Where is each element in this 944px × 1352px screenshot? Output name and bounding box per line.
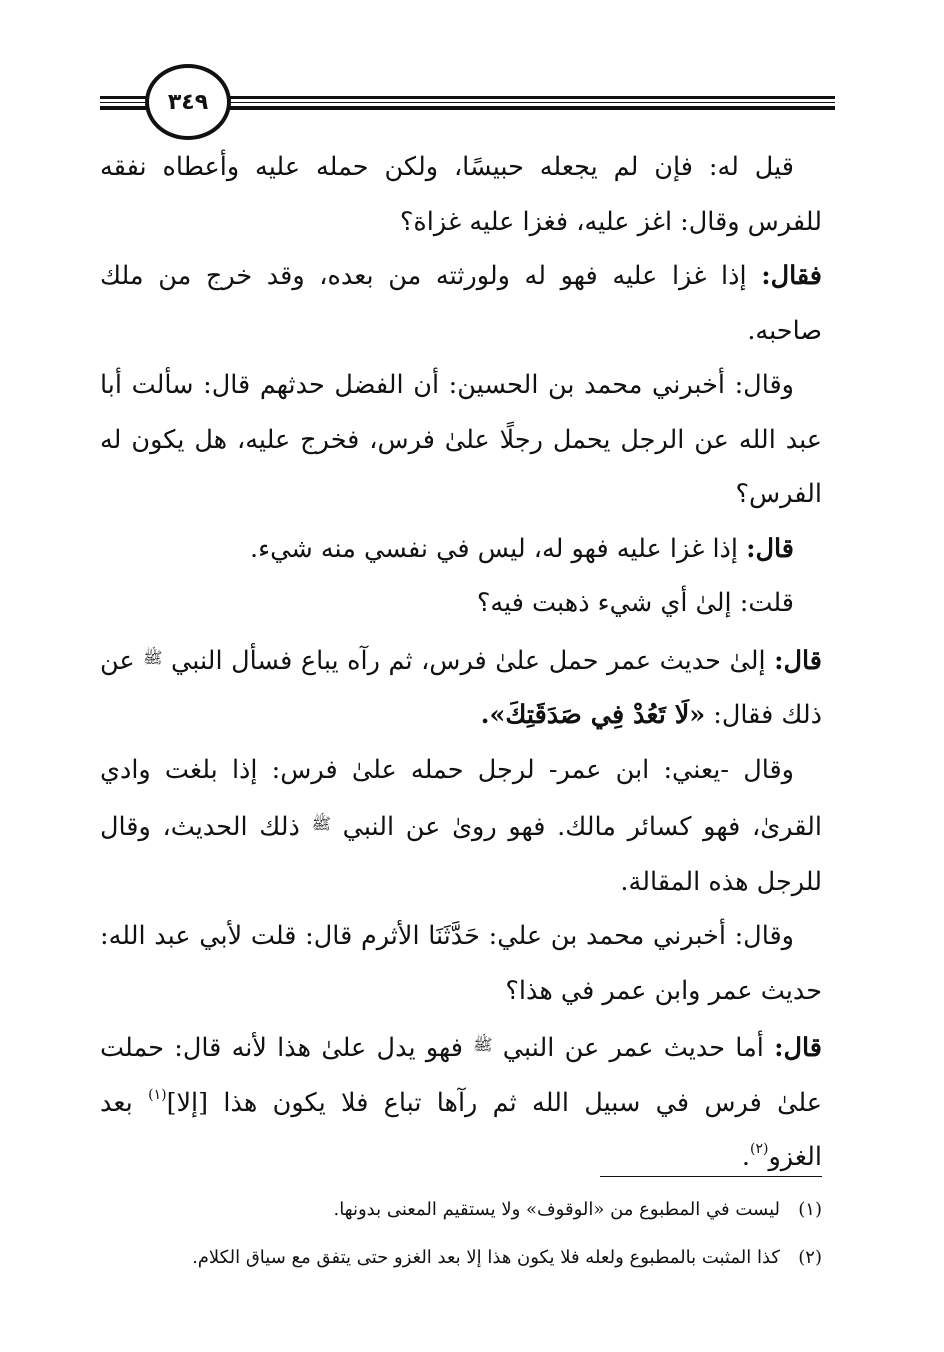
hadith-quote: «لَا تَعُدْ فِي صَدَقَتِكَ». bbox=[480, 700, 706, 730]
speaker-label: قال: bbox=[746, 533, 794, 564]
paragraph-7 bbox=[100, 743, 822, 910]
page-header bbox=[100, 58, 835, 150]
footnote-number: (١) bbox=[798, 1199, 822, 1220]
footnote-1 bbox=[100, 1186, 822, 1234]
paragraph-5: قلت: إلىٰ أي شيء ذهبت فيه؟ bbox=[476, 588, 794, 618]
footnote-text: ليست في المطبوع من «الوقوف» ولا يستقيم المعنى بدونها. bbox=[333, 1199, 780, 1220]
footnotes bbox=[100, 1186, 822, 1282]
paragraph-9-text-c: بعد الغزو bbox=[100, 1087, 822, 1172]
speaker-label: قال: bbox=[774, 1033, 822, 1063]
paragraph-6-text-b: عن ذلك فقال: bbox=[100, 645, 822, 730]
honorific-glyph: ﷺ bbox=[143, 647, 163, 667]
footnote-ref-1[interactable]: (١) bbox=[148, 1086, 167, 1103]
footnote-separator bbox=[600, 1176, 822, 1177]
honorific-glyph: ﷺ bbox=[473, 1035, 493, 1054]
honorific-glyph: ﷺ bbox=[311, 814, 331, 833]
paragraph-3: وقال: أخبرني محمد بن الحسين: أن الفضل حدثهم قال: سألت أبا عبد الله عن الرجل يحمل رجلًا علىٰ فرس، فخرج عليه، هل يكون له الفرس؟ bbox=[100, 370, 822, 509]
paragraph-4-text: إذا غزا عليه فهو له، ليس في نفسي منه شيء. bbox=[250, 533, 747, 564]
speaker-label: فقال: bbox=[761, 261, 822, 291]
paragraph-8: وقال: أخبرني محمد بن علي: حَدَّثَنَا الأثرم قال: قلت لأبي عبد الله: حديث عمر وابن عمر في هذا؟ bbox=[100, 921, 822, 1006]
footnote-number: (٢) bbox=[798, 1247, 822, 1268]
paragraph-7-text-b: ذلك الحديث، وقال للرجل هذه المقالة. bbox=[100, 812, 822, 897]
footnote-ref-2[interactable]: (٢) bbox=[749, 1141, 769, 1157]
paragraph-7-text-a: وقال -يعني: ابن عمر- لرجل حمله علىٰ فرس: إذا بلغت وادي القرىٰ، فهو كسائر مالك. فهو روىٰ عن النبي bbox=[100, 754, 822, 842]
paragraph-2 bbox=[100, 249, 822, 358]
page-number: ٣٤٩ bbox=[145, 64, 231, 140]
paragraph-2-text: إذا غزا عليه فهو له ولورثته من بعده، وقد خرج من ملك صاحبه. bbox=[100, 261, 822, 346]
main-text bbox=[100, 140, 822, 1185]
footnote-text: كذا المثبت بالمطبوع ولعله فلا يكون هذا إلا بعد الغزو حتى يتفق مع سياق الكلام. bbox=[192, 1247, 780, 1268]
paragraph-6-text-a: إلىٰ حديث عمر حمل علىٰ فرس، ثم رآه يباع فسأل النبي bbox=[162, 645, 775, 676]
speaker-label: قال: bbox=[774, 645, 822, 676]
paragraph-9-text-b: فهو يدل علىٰ هذا لأنه قال: حملت علىٰ فرس في سبيل الله ثم رآها تباع فلا يكون هذا [إلا] bbox=[100, 1033, 823, 1118]
paragraph-6 bbox=[100, 631, 822, 743]
footnote-2 bbox=[100, 1234, 822, 1282]
paragraph-9-text-a: أما حديث عمر عن النبي bbox=[492, 1033, 775, 1063]
paragraph-9-end: . bbox=[741, 1142, 750, 1172]
paragraph-4 bbox=[100, 522, 822, 577]
paragraph-1: قيل له: فإن لم يجعله حبيسًا، ولكن حمله عليه وأعطاه نفقه للفرس وقال: اغز عليه، فغزا عليه غزاة؟ bbox=[100, 152, 822, 237]
paragraph-9 bbox=[100, 1018, 822, 1185]
